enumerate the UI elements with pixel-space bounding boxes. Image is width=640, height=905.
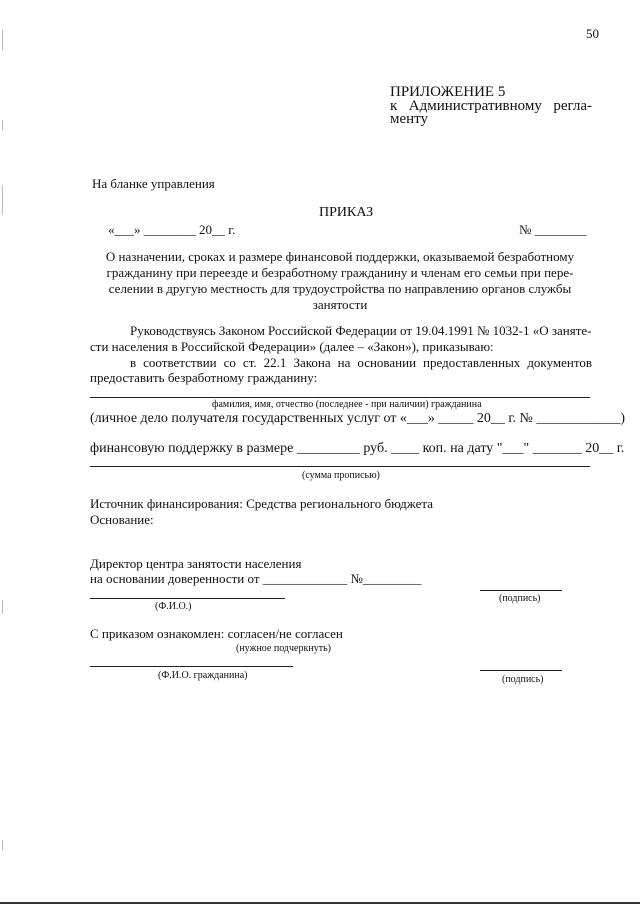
acknowledge-line: С приказом ознакомлен: согласен/не согласен — [90, 626, 343, 641]
basis: Основание: — [90, 512, 154, 527]
case-file-line: (личное дело получателя государственных услуг от «___» _____ 20__ г. № ____________) — [90, 411, 626, 426]
director-proxy: на основании доверенности от _____________ №_________ — [90, 571, 422, 586]
subject-line-3: селении в другую местность для трудоустройства по направлению органов службы — [108, 281, 572, 296]
citizen-fio-caption: (Ф.И.О. гражданина) — [158, 670, 248, 681]
subject-line-4: занятости — [312, 297, 368, 312]
subject-line-1: О назначении, сроках и размере финансовой поддержки, оказываемой безработному — [105, 249, 575, 264]
appendix-title: ПРИЛОЖЕНИЕ 5 — [390, 84, 506, 100]
sum-caption: (сумма прописью) — [302, 470, 380, 481]
fio-field-line — [90, 397, 590, 398]
appendix-line-2: менту — [390, 111, 429, 127]
citizen-signature-line — [480, 670, 562, 671]
scan-mark — [2, 30, 3, 50]
body-line-3: в соответствии со ст. 22.1 Закона на основании предоставленных документов — [130, 355, 592, 370]
director-signature-caption: (подпись) — [499, 593, 541, 604]
order-title: ПРИКАЗ — [319, 205, 374, 220]
sum-field-line — [90, 466, 590, 467]
director-signature-line — [480, 590, 562, 591]
financial-support-line: финансовую поддержку в размере _________ руб. ____ коп. на дату "___" _______ 20__ г. — [90, 441, 625, 456]
body-line-1: Руководствуясь Законом Российской Федерации от 19.04.1991 № 1032-1 «О заняте- — [130, 323, 592, 338]
page-number: 50 — [586, 26, 599, 41]
director-title: Директор центра занятости населения — [90, 556, 302, 571]
letterhead-note: На бланке управления — [92, 176, 215, 191]
order-date: «___» ________ 20__ г. — [108, 222, 236, 237]
subject-line-2: гражданину при переезде и безработному гражданину и членам его семьи при пере- — [106, 265, 574, 280]
scan-bottom-edge — [0, 902, 640, 904]
director-fio-caption: (Ф.И.О.) — [155, 601, 192, 612]
director-fio-line — [90, 598, 285, 599]
order-number: № ________ — [519, 222, 587, 237]
acknowledge-hint: (нужное подчеркнуть) — [236, 643, 331, 654]
scan-mark — [2, 185, 3, 215]
citizen-signature-caption: (подпись) — [502, 674, 544, 685]
scan-mark — [2, 840, 3, 850]
body-line-2: сти населения в Российской Федерации» (далее – «Закон»), приказываю: — [90, 339, 494, 354]
appendix-line-1: к Административному регла- — [390, 98, 592, 114]
scan-mark — [2, 600, 3, 614]
scan-mark — [2, 120, 3, 130]
body-line-4: предоставить безработному гражданину: — [90, 370, 318, 385]
fio-caption: фамилия, имя, отчество (последнее - при наличии) гражданина — [212, 399, 482, 410]
citizen-fio-line — [90, 666, 293, 667]
funding-source: Источник финансирования: Средства регионального бюджета — [90, 496, 433, 511]
